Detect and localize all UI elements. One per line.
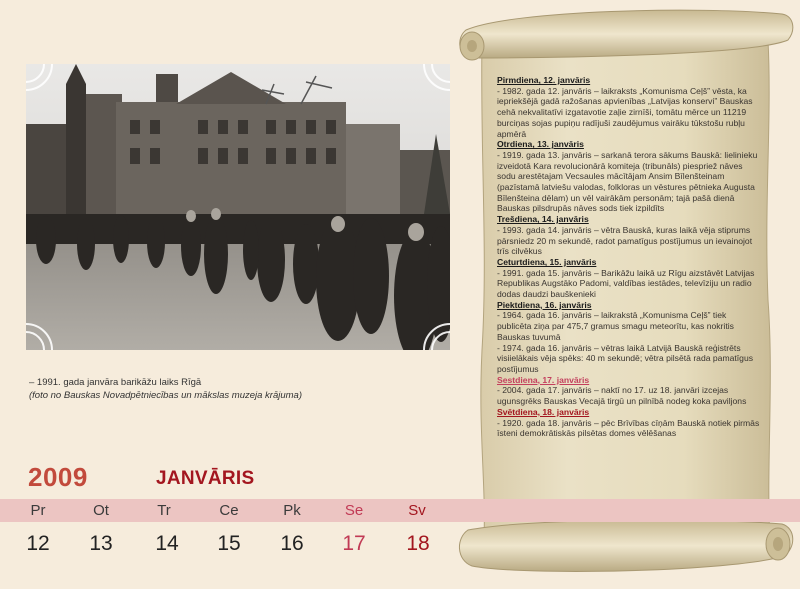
event-day-label: Ceturtdiena, 15. janvāris [497, 256, 597, 267]
event-text: - 1991. gada 15. janvāris – Barikāžu laikā uz Rīgu aizstāvēt Latvijas Republikas Augstāko Padomi, valdības iestādes, televīziju un radio dodas daudzi bauškenieki [497, 267, 755, 300]
event-text: - 1920. gada 18. janvāris – pēc Brīvības cīņām Bauskā notiek pirmās īsteni demokrātiskās pilsētas domes vēlēšanas [497, 417, 760, 439]
caption-source: (foto no Bauskas Novadpētniecības un mākslas muzeja krājuma) [29, 390, 302, 401]
event-thursday [497, 257, 762, 300]
date-18: 18 [406, 532, 430, 555]
weekday-tue: Ot [93, 502, 109, 519]
event-text: - 1982. gada 12. janvāris – laikraksts „Komunisma Ceļš” vēsta, ka iepriekšējā gadā ražošanas apvienības „Latvijas konservi” Bauskas cehā nekvalitatīvi izgatavotie zaļie zirnīši, tomātu mērce un 11219 burciņas sojas pupiņu radījuši zaudējumus vairāku tūkstošu rubļu apmērā [497, 85, 753, 139]
date-14: 14 [155, 532, 179, 555]
event-wednesday [497, 214, 762, 257]
date-12: 12 [26, 532, 50, 555]
weekday-sat: Se [344, 502, 364, 519]
weekday-mon: Pr [30, 502, 46, 519]
date-15: 15 [217, 532, 241, 555]
events-list [497, 75, 762, 439]
event-day-label: Piektdiena, 16. janvāris [497, 299, 592, 310]
weekday-thu: Ce [219, 502, 239, 519]
historical-photo [26, 64, 450, 350]
event-day-label: Sestdiena, 17. janvāris [497, 374, 590, 385]
date-17: 17 [342, 532, 366, 555]
date-13: 13 [89, 532, 113, 555]
event-day-label: Trešdiena, 14. janvāris [497, 214, 589, 225]
weekday-sun: Sv [408, 502, 426, 519]
event-tuesday [497, 139, 762, 214]
event-text: - 1964. gada 16. janvāris – laikrakstā „Komunisma Ceļš” tiek publicēta ziņa par 475,7 gramus smagu meteorītu, kas nokritis Bauskas tuvumā - 1974. gada 16. janvāris – vētras laikā Latvijā Bauskā reģistrēts visiielākais vēja spēks: 40 m sekundē; vētra pilsētā rada pamatīgus postījumus [497, 310, 754, 374]
event-saturday [497, 375, 762, 407]
event-text: - 1919. gada 13. janvāris – sarkanā terora sākums Bauskā: lielinieku izveidotā Kara revolucionārā komiteja (tribunāls) piespriež nāves sodu arestētajam Vecsaules mācītājam Ansim Bīlenšteinam (pazīstamā latviešu valodas, folkloras un vēstures pētnieka Augusta Bīlenšteina dēlam) un vēl vairākām personām; tajā pašā dienā Bauskas pilsdrupās nāves sods tiek izpildīts [497, 149, 758, 214]
event-text: - 1993. gada 14. janvāris – vētra Bauskā, kuras laikā vēja stiprums pārsniedz 20 m sekundē, radot pamatīgus postījumus un ievainojot trīs cilvēkus [497, 224, 753, 257]
event-day-label: Pirmdiena, 12. janvāris [497, 75, 591, 85]
event-text: - 2004. gada 17. janvāris – naktī no 17. uz 18. janvāri izcejas ugunsgrēks Bauskas Vecajā tirgū un pilnībā nodeg koka paviljons [497, 385, 747, 407]
date-16: 16 [280, 532, 304, 555]
barricades-photo-illustration [26, 64, 450, 350]
event-day-label: Svētdiena, 18. janvāris [497, 406, 590, 417]
event-monday [497, 75, 762, 139]
weekday-fri: Pk [283, 502, 301, 519]
weekday-wed: Tr [157, 502, 171, 519]
calendar-month: JANVĀRIS [156, 468, 255, 489]
caption-title: – 1991. gada janvāra barikāžu laiks Rīgā [29, 377, 202, 388]
event-friday [497, 300, 762, 375]
calendar-year: 2009 [28, 462, 88, 492]
photo-caption [29, 376, 449, 402]
event-sunday [497, 407, 762, 439]
event-day-label: Otrdiena, 13. janvāris [497, 139, 584, 150]
